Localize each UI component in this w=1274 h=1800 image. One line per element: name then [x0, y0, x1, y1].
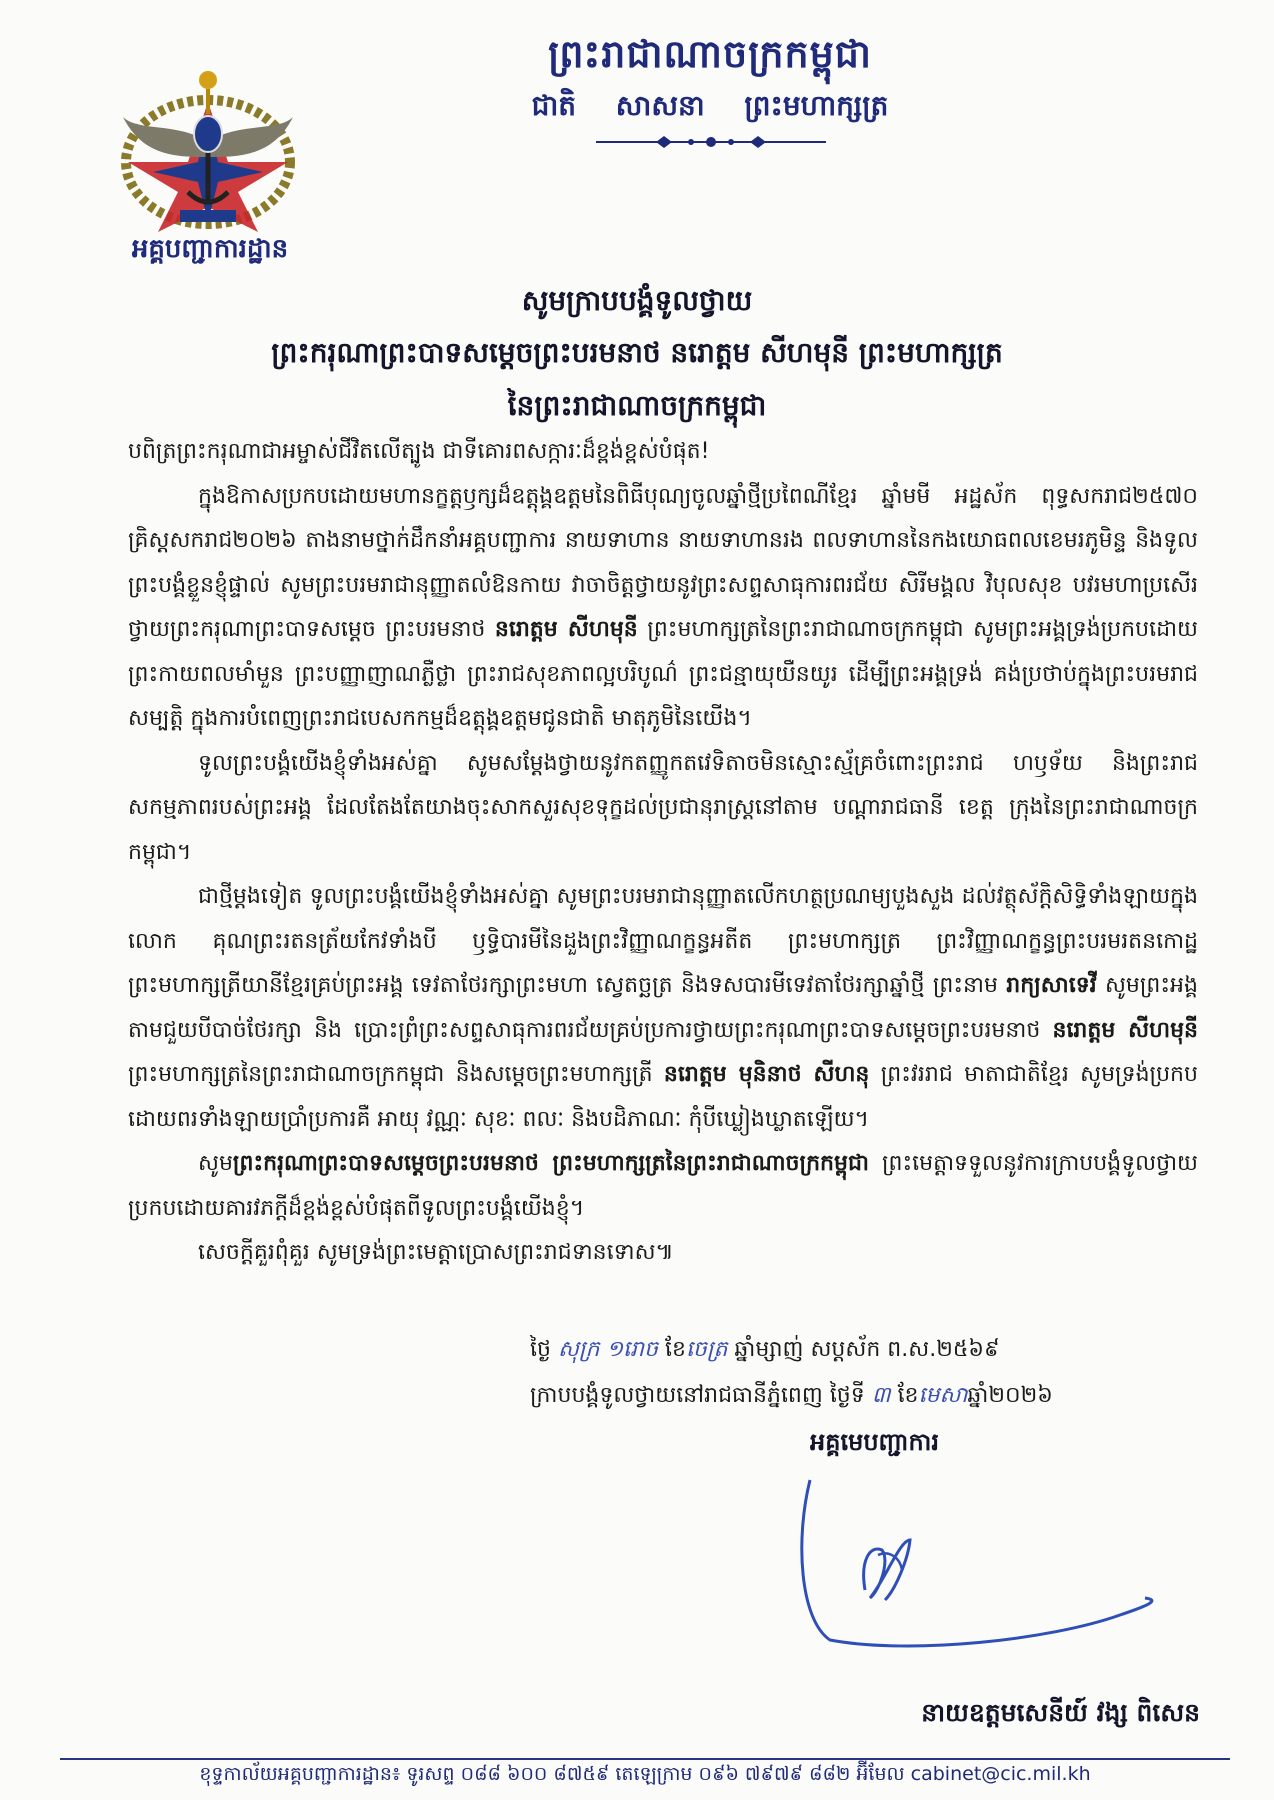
solar-date-suffix: ឆ្នាំ២០២៦: [967, 1383, 1053, 1408]
military-emblem-icon: [108, 62, 308, 232]
paragraph-4-bold: ព្រះករុណាព្រះបាទសម្តេចព្រះបរមនាថ ព្រះមហាក្សត្រនៃព្រះរាជាណាចក្រកម្ពុជា: [232, 1151, 869, 1176]
solar-day-handwritten: ៣: [871, 1383, 891, 1408]
lunar-date-line: [530, 1335, 1210, 1367]
solar-month-label: ខែ: [897, 1383, 919, 1408]
salutation: បពិត្រព្រះករុណាជាអម្ចាស់ជីវិតលើត្បូង ជាទីគោរពសក្ការៈដ៏ខ្ពង់ខ្ពស់បំផុត!: [128, 439, 710, 464]
paragraph-4-start: សូម: [198, 1151, 233, 1176]
national-motto: ជាតិ សាសនា ព្រះមហាក្សត្រ: [531, 89, 889, 122]
paragraph-3-end: ព្រះវររាជ មាតាជាតិខ្មែរ សូមទ្រង់ប្រកបដោយពរទាំងឡាយប្រាំប្រការគឺ អាយុ វណ្ណៈ សុខៈ ពលៈ និងបដិភាណៈ កុំបីឃ្លៀងឃ្លាតឡើយ។: [128, 1062, 1198, 1132]
paragraph-4: [128, 1142, 1198, 1231]
solar-month-handwritten: មេសា: [918, 1383, 968, 1408]
addressee-line-1: សូមក្រាបបង្គំទូលថ្វាយ: [521, 284, 753, 317]
king-name-2: នរោត្តម សីហមុនី: [1052, 1017, 1198, 1043]
lunar-month-handwritten: ចេត្រ: [685, 1337, 728, 1362]
closing-line: សេចក្តីគួរពុំគួរ សូមទ្រង់ព្រះមេត្តាប្រោសព្រះរាជទានទោស៕: [198, 1240, 674, 1265]
queen-mother-name: នរោត្តម មុនិនាថ សីហនុ: [663, 1062, 870, 1087]
lunar-day-handwritten: សុក្រ ១រោច: [557, 1337, 658, 1362]
addressee-line-2: ព្រះករុណាព្រះបាទសម្តេចព្រះបរមនាថ នរោត្តម សីហមុនី ព្រះមហាក្សត្រ: [271, 336, 1003, 369]
paragraph-3-mid: សូមព្រះអង្គតាមជួយបីបាច់ថែរក្សា និង ប្រោះព្រំព្រះសព្ទសាធុការពរជ័យគ្រប់ប្រការថ្វាយព្រះករុណាព្រះបាទសម្តេចព្រះបរមនាថ: [128, 973, 1198, 1043]
lunar-month-label: ខែ: [664, 1337, 686, 1362]
ornament-divider-icon: [596, 130, 826, 154]
paragraph-3: [128, 875, 1198, 1142]
paragraph-3-mid2: ព្រះមហាក្សត្រនៃព្រះរាជាណាចក្រកម្ពុជា និងសម្តេចព្រះមហាក្សត្រី: [128, 1062, 664, 1087]
signer-name: នាយឧត្តមសេនីយ៍ វង្ស ពិសេន: [921, 1698, 1200, 1727]
solar-date-prefix: ក្រាបបង្គំទូលថ្វាយនៅរាជធានីភ្នំពេញ ថ្ងៃទី: [530, 1383, 865, 1408]
footer-contact: ខុទ្ទកាល័យអគ្គបញ្ជាការដ្ឋាន៖ ទូរសព្ទ ០៨៨ ៦០០ ៨៧៥៩ តេឡេក្រាម ០៩៦ ៧៩៧៩ ៨៨២ អ៊ីមែល cabinet@cic.mil.kh: [199, 1763, 1091, 1785]
solar-date-line: [530, 1381, 1210, 1413]
paragraph-4-rest: ព្រះមេត្តាទទួលនូវការក្រាបបង្គំទូលថ្វាយ ប្រកបដោយគារវភក្តីដ៏ខ្ពង់ខ្ពស់បំផុតពីទូលព្រះបង្គំយើងខ្ញុំ។: [128, 1151, 1198, 1221]
handwritten-signature-icon: [790, 1440, 1210, 1660]
paragraph-3-text: ជាថ្មីម្តងទៀត ទូលព្រះបង្គំយើងខ្ញុំទាំងអស់គ្នា សូមព្រះបរមរាជានុញ្ញាតលើកហត្ថប្រណម្យបួងសួង ដល់វត្ថុស័ក្តិសិទ្ធិទាំងឡាយក្នុងលោក គុណព្រះរតនត្រ័យកែវទាំងបី ឫទ្ធិបារមីនៃដួងព្រះវិញ្ញាណក្ខន្ធអតីត ព្រះមហាក្សត្រ ព្រះវិញ្ញាណក្ខន្ធព្រះបរមរតនកោដ្ឋ ព្រះមហាក្សត្រីយានីខ្មែរគ្រប់ព្រះអង្គ ទេវតាថែរក្សាព្រះមហា ស្វេតច្ឆត្រ និងទសបារមីទេវតាថែរក្សាឆ្នាំថ្មី ព្រះនាម: [128, 884, 1198, 998]
paragraph-1: [128, 475, 1198, 742]
letter-body: [128, 430, 1198, 1276]
paragraph-1-text: ក្នុងឱកាសប្រកបដោយមហានក្ខត្តឫក្សដ៏ឧត្តុង្គឧត្តមនៃពិធីបុណ្យចូលឆ្នាំថ្មីប្រពៃណីខ្មែរ ឆ្នាំមមី អដ្ឋស័ក ពុទ្ធសករាជ២៥៧០ គ្រិស្តសករាជ២០២៦ តាងនាមថ្នាក់ដឹកនាំអគ្គបញ្ជាការ នាយទាហាន នាយទាហានរង ពលទាហាននៃកងយោធពលខេមរភូមិន្ទ និងទូលព្រះបង្គំខ្លួនខ្ញុំផ្ទាល់ សូមព្រះបរមរាជានុញ្ញាតលំឱនកាយ វាចាចិត្តថ្វាយនូវព្រះសព្ទសាធុការពរជ័យ សិរីមង្គល វិបុលសុខ បវរមហាប្រសើរថ្វាយព្រះករុណាព្រះបាទសម្តេច ព្រះបរមនាថ: [128, 483, 1198, 642]
kingdom-title: ព្រះរាជាណាចក្រកម្ពុជា: [548, 32, 872, 76]
paragraph-1-rest: ព្រះមហាក្សត្រនៃព្រះរាជាណាចក្រកម្ពុជា សូមព្រះអង្គទ្រង់ប្រកបដោយ ព្រះកាយពលមាំមួន ព្រះបញ្ញាញាណភ្លឺថ្លា ព្រះរាជសុខភាពល្អបរិបូណ៌ ព្រះជន្មាយុយឺនយូរ ដើម្បីព្រះអង្គទ្រង់ គង់ប្រថាប់ក្នុងព្រះបរមរាជសម្បត្តិ ក្នុងការបំពេញព្រះរាជបេសកកម្មដ៏ឧត្តុង្គឧត្តមជូនជាតិ មាតុភូមិនៃយើង។: [128, 617, 1198, 731]
addressee-line-3: នៃព្រះរាជាណាចក្រកម្ពុជា: [507, 389, 767, 422]
signatory-title: អគ្គមេបញ្ជាការ: [810, 1428, 940, 1456]
department-name: អគ្គបញ្ជាការដ្ឋាន: [131, 234, 289, 264]
lunar-date-suffix: ឆ្នាំម្សាញ់ សប្តស័ក ព.ស.២៥៦៩: [734, 1337, 1000, 1362]
new-year-deity-name: រាក្យសាទេវី: [1006, 973, 1097, 998]
footer-divider: [60, 1758, 1230, 1760]
paragraph-2: ទូលព្រះបង្គំយើងខ្ញុំទាំងអស់គ្នា សូមសម្តែងថ្វាយនូវកតញ្ញូកតវេទិតាចមិនស្មោះស្ម័គ្រចំពោះព្រះរាជ ហឫទ័យ និងព្រះរាជសកម្មភាពរបស់ព្រះអង្គ ដែលតែងតែយាងចុះសាកសួរសុខទុក្ខដល់ប្រជានុរាស្ត្រនៅតាម បណ្តារាជធានី ខេត្ត ក្រុងនៃព្រះរាជាណាចក្រកម្ពុជា។: [128, 750, 1198, 865]
king-name: នរោត្តម សីហមុនី: [494, 617, 638, 642]
lunar-date-prefix: ថ្ងៃ: [530, 1337, 551, 1362]
